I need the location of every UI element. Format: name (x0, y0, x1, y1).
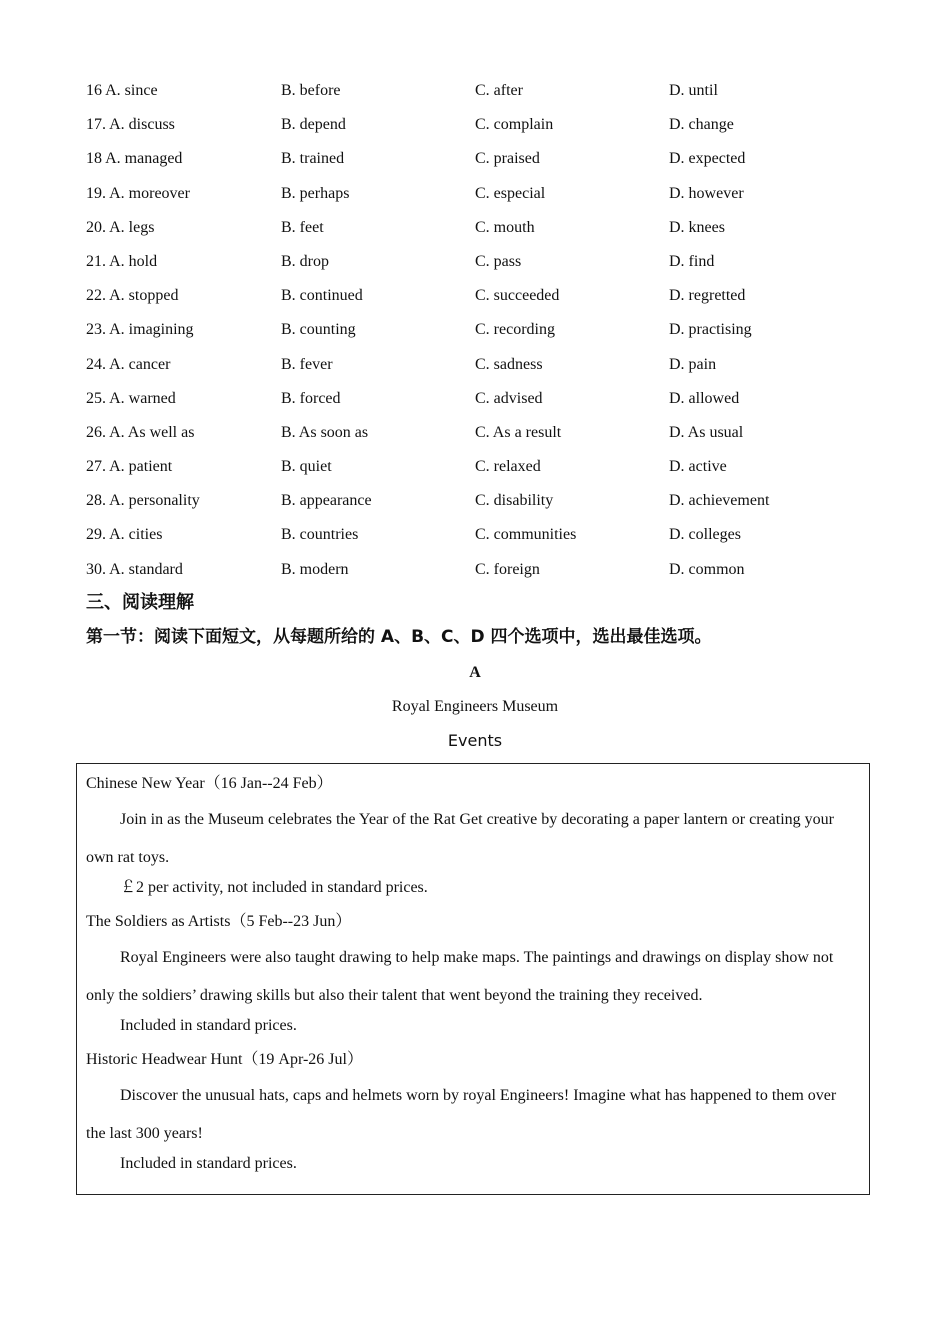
option-a: 29. A. cities (86, 526, 163, 544)
event-description: Join in as the Museum celebrates the Year of the Rat Get creative by decorating a paper lantern or creating your own rat toys. (86, 811, 834, 866)
option-c: C. communities (475, 526, 577, 544)
option-a: 18 A. managed (86, 150, 183, 168)
option-b: B. modern (281, 560, 349, 578)
option-b: B. appearance (281, 492, 372, 510)
option-d: D. colleges (669, 526, 741, 544)
option-d: D. find (669, 252, 715, 270)
passage-subtitle: Events (447, 731, 503, 750)
option-d: D. achievement (669, 492, 770, 510)
option-a: 30. A. standard (86, 560, 183, 578)
option-d: D. active (669, 458, 727, 476)
option-b: B. trained (281, 150, 345, 168)
option-a: 16 A. since (86, 82, 158, 99)
option-b: B. perhaps (281, 184, 350, 202)
option-c: C. complain (475, 116, 554, 134)
option-a: 26. A. As well as (86, 423, 195, 441)
option-a: 28. A. personality (86, 492, 200, 510)
option-b: B. drop (281, 252, 329, 270)
events-box (76, 763, 870, 1195)
option-c: C. pass (475, 252, 522, 270)
option-d: D. pain (669, 355, 717, 373)
option-row-23 (86, 315, 866, 349)
option-a: 23. A. imagining (86, 321, 194, 339)
option-row-29 (86, 520, 866, 554)
option-row-30 (86, 555, 866, 589)
event-price: Included in standard prices. (120, 1155, 297, 1172)
section-heading: 三、阅读理解 (86, 592, 194, 613)
option-row-18 (86, 144, 866, 178)
option-d: D. knees (669, 218, 725, 236)
option-row-17 (86, 110, 866, 144)
section-instruction: 第一节：阅读下面短文，从每题所给的 A、B、C、D 四个选项中，选出最佳选项。 (86, 627, 712, 647)
option-row-24 (86, 350, 866, 384)
passage-label: A (469, 664, 481, 681)
option-c: C. As a result (475, 423, 562, 441)
option-d: D. allowed (669, 389, 740, 407)
option-a: 19. A. moreover (86, 184, 190, 202)
option-c: C. succeeded (475, 287, 560, 305)
option-b: B. counting (281, 321, 356, 339)
option-c: C. praised (475, 150, 540, 168)
event-price: Included in standard prices. (120, 1017, 297, 1034)
option-row-25 (86, 384, 866, 418)
answer-options-list (86, 76, 866, 589)
option-row-26 (86, 418, 866, 452)
option-a: 25. A. warned (86, 389, 176, 407)
option-c: C. sadness (475, 355, 543, 373)
option-a: 27. A. patient (86, 458, 173, 476)
events-list (86, 769, 856, 1183)
option-a: 17. A. discuss (86, 116, 175, 134)
option-b: B. As soon as (281, 423, 369, 441)
option-row-27 (86, 452, 866, 486)
option-b: B. quiet (281, 458, 332, 476)
option-a: 24. A. cancer (86, 355, 171, 373)
event-price: ￡2 per activity, not included in standard prices. (120, 879, 428, 896)
event-title: Historic Headwear Hunt（19 Apr-26 Jul） (86, 1051, 363, 1068)
option-d: D. regretted (669, 287, 746, 305)
event-title: The Soldiers as Artists（5 Feb--23 Jun） (86, 913, 352, 930)
option-row-19 (86, 179, 866, 213)
option-c: C. recording (475, 321, 555, 339)
option-a: 21. A. hold (86, 252, 158, 270)
option-row-28 (86, 486, 866, 520)
option-c: C. mouth (475, 218, 535, 236)
event-description: Royal Engineers were also taught drawing to help make maps. The paintings and drawings on display show not only the soldiers’ drawing skills but also their talent that went beyond the training they received. (86, 949, 834, 1004)
option-c: C. after (475, 82, 523, 99)
option-b: B. forced (281, 389, 341, 407)
option-row-20 (86, 213, 866, 247)
event-title: Chinese New Year（16 Jan--24 Feb） (86, 775, 333, 792)
option-c: C. disability (475, 492, 554, 510)
option-c: C. foreign (475, 560, 540, 578)
option-d: D. expected (669, 150, 746, 168)
option-c: C. relaxed (475, 458, 541, 476)
option-d: D. however (669, 184, 744, 202)
option-b: B. depend (281, 116, 346, 134)
option-row-22 (86, 281, 866, 315)
option-d: D. change (669, 116, 734, 134)
option-d: D. common (669, 560, 745, 578)
option-d: D. practising (669, 321, 752, 339)
option-d: D. As usual (669, 423, 744, 441)
option-b: B. continued (281, 287, 363, 305)
option-a: 20. A. legs (86, 218, 155, 236)
option-b: B. fever (281, 355, 333, 373)
option-row-21 (86, 247, 866, 281)
option-c: C. advised (475, 389, 543, 407)
option-row-16 (86, 76, 866, 110)
option-a: 22. A. stopped (86, 287, 179, 305)
option-d: D. until (669, 82, 718, 99)
event-description: Discover the unusual hats, caps and helmets worn by royal Engineers! Imagine what has happened to them over the last 300 years! (86, 1087, 837, 1142)
option-b: B. countries (281, 526, 359, 544)
option-b: B. feet (281, 218, 324, 236)
option-c: C. especial (475, 184, 546, 202)
option-b: B. before (281, 82, 341, 99)
passage-title: Royal Engineers Museum (391, 698, 559, 715)
